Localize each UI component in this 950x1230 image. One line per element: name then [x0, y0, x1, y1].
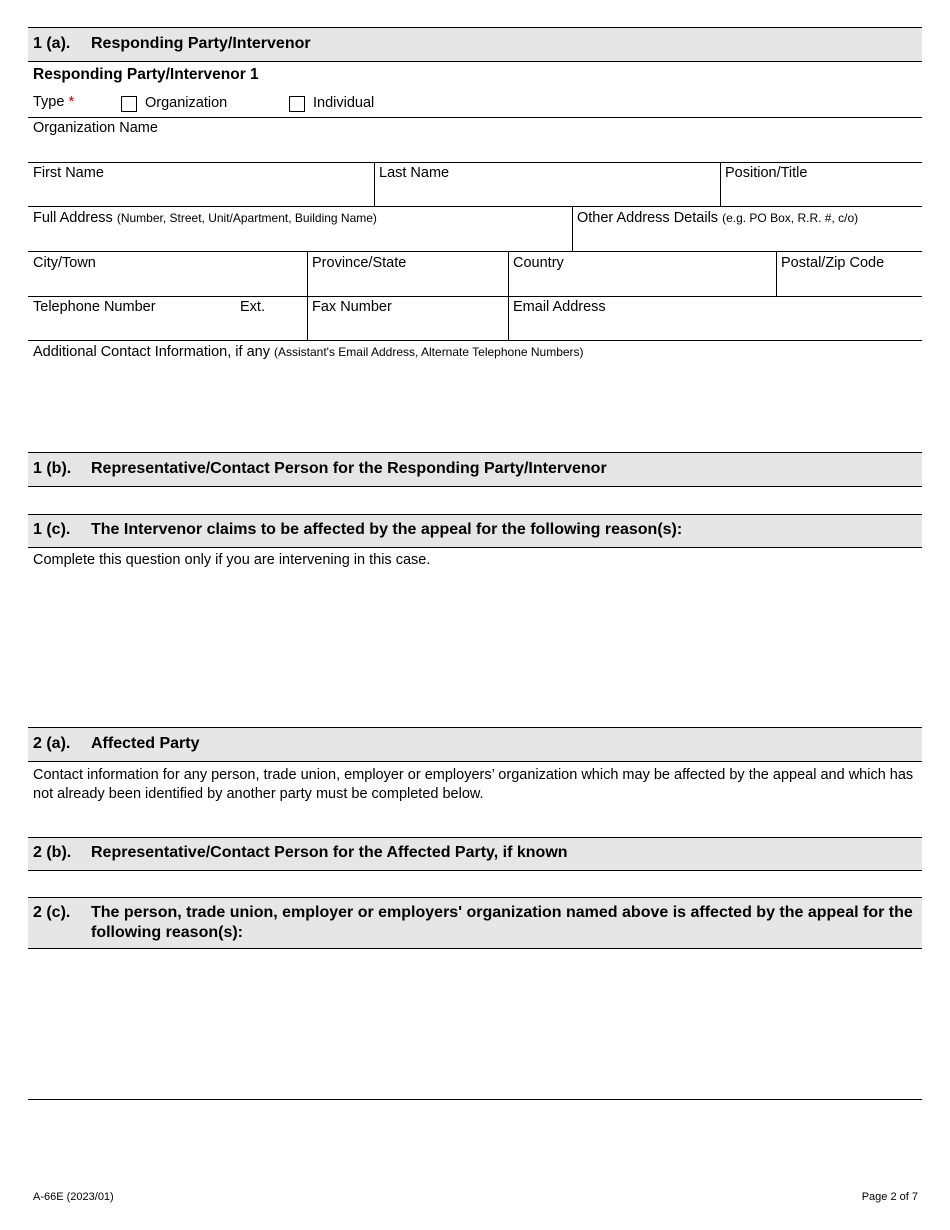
- divider: [28, 117, 922, 118]
- section-title: Responding Party/Intervenor: [91, 35, 311, 52]
- section-number: 2 (b).: [33, 844, 72, 861]
- divider: [572, 206, 573, 251]
- required-mark: *: [68, 94, 75, 110]
- intervene-note: Complete this question only if you are intervening in this case.: [33, 552, 431, 568]
- country-field[interactable]: Country: [513, 255, 564, 271]
- section-2c-header: [28, 897, 922, 949]
- section-1c-header: [28, 514, 922, 548]
- full-address-field[interactable]: Full Address (Number, Street, Unit/Apartment, Building Name): [33, 210, 377, 226]
- extension-field[interactable]: Ext.: [240, 299, 265, 315]
- email-field[interactable]: Email Address: [513, 299, 606, 315]
- section-2a-header: [28, 727, 922, 762]
- divider: [28, 1099, 922, 1100]
- section-number: 2 (c).: [33, 904, 71, 921]
- divider: [28, 251, 922, 252]
- type-label: Type *: [33, 94, 75, 110]
- first-name-field[interactable]: First Name: [33, 165, 104, 181]
- affected-party-note: Contact information for any person, trade union, employer or employers’ organization which may be affected by the appeal and which has not already been identified by another party must be completed below.: [33, 767, 914, 802]
- position-title-field[interactable]: Position/Title: [725, 165, 808, 181]
- section-title: Representative/Contact Person for the Responding Party/Intervenor: [91, 460, 607, 477]
- page-number: Page 2 of 7: [861, 1191, 918, 1203]
- section-number: 2 (a).: [33, 735, 71, 752]
- form-id: A-66E (2023/01): [33, 1191, 114, 1203]
- last-name-field[interactable]: Last Name: [379, 165, 450, 181]
- city-field[interactable]: City/Town: [33, 255, 96, 271]
- section-title: The person, trade union, employer or employers' organization named above is affected by the appeal for the following reason(s):: [91, 904, 913, 941]
- section-number: 1 (b).: [33, 460, 72, 477]
- party-subheading: Responding Party/Intervenor 1: [33, 66, 259, 83]
- postal-code-field[interactable]: Postal/Zip Code: [781, 255, 885, 271]
- section-2b-header: [28, 837, 922, 871]
- section-title: Representative/Contact Person for the Affected Party, if known: [91, 844, 568, 861]
- section-1b-header: [28, 452, 922, 487]
- other-address-field[interactable]: Other Address Details (e.g. PO Box, R.R. #, c/o): [577, 210, 859, 226]
- individual-checkbox[interactable]: [289, 96, 305, 112]
- section-title: Affected Party: [91, 735, 200, 752]
- divider: [28, 206, 922, 207]
- individual-option-label: Individual: [313, 95, 375, 111]
- divider: [28, 340, 922, 341]
- divider: [374, 162, 375, 206]
- divider: [720, 162, 721, 206]
- organization-checkbox[interactable]: [121, 96, 137, 112]
- divider: [28, 296, 922, 297]
- additional-contact-field[interactable]: Additional Contact Information, if any (Assistant's Email Address, Alternate Telephone Numbers): [33, 344, 584, 360]
- section-number: 1 (a).: [33, 35, 71, 52]
- fax-field[interactable]: Fax Number: [312, 299, 392, 315]
- telephone-field[interactable]: Telephone Number: [33, 299, 156, 315]
- divider: [28, 162, 922, 163]
- section-number: 1 (c).: [33, 521, 71, 538]
- divider: [776, 251, 777, 296]
- province-field[interactable]: Province/State: [312, 255, 407, 271]
- organization-name-field[interactable]: Organization Name: [33, 120, 158, 136]
- organization-option-label: Organization: [145, 95, 228, 111]
- section-1a-header: [28, 27, 922, 62]
- section-title: The Intervenor claims to be affected by the appeal for the following reason(s):: [91, 521, 683, 538]
